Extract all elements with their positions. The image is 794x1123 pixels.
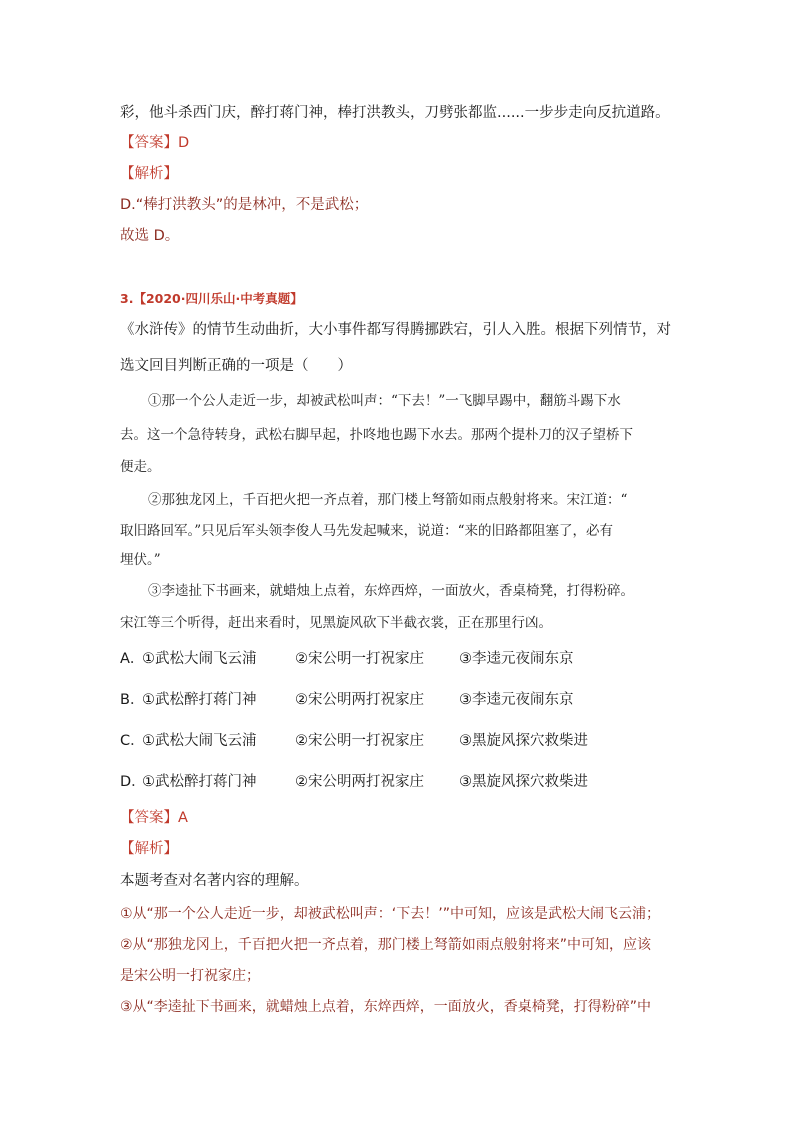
prev-analysis-line: D.“棒打洪教头”的是林冲，不是武松； [120, 197, 369, 213]
option-choice-1: ①武松醉打蒋门神 [142, 692, 257, 708]
prev-answer [120, 133, 189, 153]
q3-analysis-intro: 本题考查对名著内容的理解。 [120, 873, 309, 889]
option-choice-3: ③李逵元夜闹东京 [459, 651, 574, 667]
question-number: 3. [120, 291, 134, 306]
option-choice-2: ②宋公明一打祝家庄 [295, 651, 424, 667]
prev-continuation: 彩，他斗杀西门庆，醉打蒋门神，棒打洪教头，刀劈张都监......一步步走向反抗道路。 [120, 105, 670, 121]
passage-line: 宋江等三个听得，赶出来看时，见黑旋风砍下半截衣裳，正在那里行凶。 [120, 615, 552, 631]
answer-label: 【答案】 [120, 135, 178, 151]
option-choice-3: ③黑旋风探穴救柴进 [459, 733, 588, 749]
option-choice-1: ①武松大闹飞云浦 [142, 651, 257, 667]
option-choice-1: ①武松大闹飞云浦 [142, 733, 257, 749]
q3-analysis-point: ②从“那独龙冈上，千百把火把一齐点着，那门楼上弩箭如雨点般射将来”中可知，应该 [120, 937, 652, 953]
option-letter: B． [120, 692, 145, 708]
question-stem-line-1: 《水浒传》的情节生动曲折，大小事件都写得腾挪跌宕，引人入胜。根据下列情节，对 [120, 322, 671, 338]
option-choice-2: ②宋公明两打祝家庄 [295, 774, 424, 790]
answer-value: D [178, 135, 190, 151]
q3-analysis-label: 【解析】 [120, 841, 178, 857]
question-source: 【2020·四川乐山·中考真题】 [133, 291, 303, 306]
passage-line: ②那独龙冈上，千百把火把一齐点着，那门楼上弩箭如雨点般射将来。宋江道：“ [148, 492, 628, 508]
q3-analysis-point: ③从“李逵扯下书画来，就蜡烛上点着，东焠西焠，一面放火，香桌椅凳，打得粉碎”中 [120, 999, 652, 1015]
question-header [120, 289, 303, 309]
passage-line: 埋伏。” [120, 552, 161, 568]
prev-conclusion: 故选 D。 [120, 228, 180, 244]
q3-analysis-point: 是宋公明一打祝家庄； [120, 968, 260, 984]
option-choice-3: ③李逵元夜闹东京 [459, 692, 574, 708]
q3-analysis-point: ①从“那一个公人走近一步，却被武松叫声：‘下去！’”中可知，应该是武松大闹飞云浦； [120, 906, 660, 922]
option-letter: A． [120, 651, 145, 667]
passage-line: ①那一个公人走近一步，却被武松叫声：“下去！”一飞脚早踢中，翻筋斗踢下水 [148, 393, 621, 409]
answer-value: A [178, 810, 188, 826]
passage-line: 取旧路回军。”只见后军头领李俊人马先发起喊来，说道：“来的旧路都阻塞了，必有 [120, 523, 614, 539]
option-choice-2: ②宋公明一打祝家庄 [295, 733, 424, 749]
passage-line: 便走。 [120, 459, 161, 475]
option-choice-2: ②宋公明两打祝家庄 [295, 692, 424, 708]
option-choice-1: ①武松醉打蒋门神 [142, 774, 257, 790]
option-letter: C． [120, 733, 145, 749]
option-choice-3: ③黑旋风探穴救柴进 [459, 774, 588, 790]
prev-analysis-label: 【解析】 [120, 166, 178, 182]
question-stem-line-2: 选文回目判断正确的一项是（ ） [120, 358, 352, 374]
answer-label: 【答案】 [120, 810, 178, 826]
option-letter: D． [120, 774, 146, 790]
passage-line: 去。这一个急待转身，武松右脚早起，扑咚地也踢下水去。那两个提朴刀的汉子望桥下 [120, 427, 633, 443]
q3-answer [120, 808, 188, 828]
passage-line: ③李逵扯下书画来，就蜡烛上点着，东焠西焠，一面放火，香桌椅凳，打得粉碎。 [148, 583, 634, 599]
